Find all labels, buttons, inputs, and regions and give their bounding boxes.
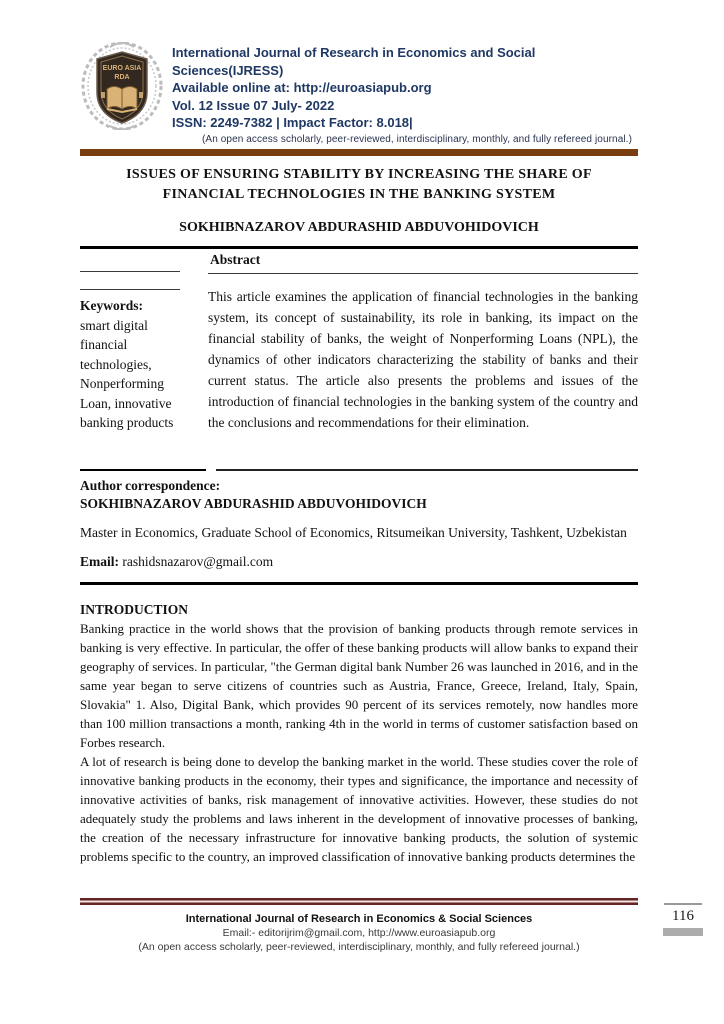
footer-journal-title: International Journal of Research in Economics & Social Sciences	[185, 913, 533, 925]
footer-divider-line	[80, 898, 638, 905]
journal-issn: ISSN: 2249-7382 | Impact Factor: 8.018|	[172, 115, 413, 130]
introduction-section	[80, 600, 638, 866]
page-content	[80, 0, 638, 866]
page-number-block	[662, 903, 704, 936]
journal-header	[80, 42, 638, 147]
abstract-column	[192, 249, 638, 433]
page-number: 116	[672, 908, 694, 924]
journal-title: International Journal of Research in Economics and Social Sciences(IJRESS)	[172, 45, 536, 78]
correspondence-email-row	[80, 553, 638, 571]
paper-title-line1: ISSUES OF ENSURING STABILITY BY INCREASING THE SHARE OF	[126, 166, 592, 182]
journal-volume-issue: Vol. 12 Issue 07 July- 2022	[172, 97, 335, 113]
introduction-paragraph-2: A lot of research is being done to develop the banking market in the world. These studies cover the role of innovative banking products in the economy, their types and significance, the importance and necessity of innovative activities of banks, risk management of innovative activities. However, these studies do not adequately study the problems and laws inherent in the development of innovative processes of banking, the creation of the necessary infrastructure for innovative banking products, the solution of systemic problems specific to the country, an improved classification of innovative banking products determines the	[80, 753, 638, 864]
journal-logo	[80, 42, 164, 147]
page-footer	[80, 898, 638, 953]
footer-contact: Email:- editorijrim@gmail.com, http://www.euroasiapub.org	[222, 927, 496, 939]
email-label: Email:	[80, 553, 119, 569]
footer-open-access-note: (An open access scholarly, peer-reviewed, interdisciplinary, monthly, and fully refereed journal.)	[138, 941, 580, 953]
page-number-bottom-bar	[663, 928, 703, 936]
abstract-section	[80, 246, 638, 433]
keywords-rule-bottom	[80, 289, 180, 290]
journal-open-access-note: (An open access scholarly, peer-reviewed, interdisciplinary, monthly, and fully refereed journal.)	[202, 133, 632, 145]
correspondence-bottom-rule	[80, 582, 638, 585]
introduction-heading: INTRODUCTION	[80, 601, 189, 617]
correspondence-affiliation: Master in Economics, Graduate School of Economics, Ritsumeikan University, Tashkent, Uzbekistan	[80, 524, 627, 540]
keywords-label: Keywords:	[80, 297, 143, 313]
open-book-icon	[107, 87, 122, 110]
journal-header-text	[172, 42, 638, 147]
correspondence-author: SOKHIBNAZAROV ABDURASHID ABDUVOHIDOVICH	[80, 495, 427, 511]
correspondence-top-rule	[80, 469, 638, 471]
euro-asia-crest-icon	[80, 42, 164, 130]
abstract-heading: Abstract	[208, 249, 638, 274]
keywords-column	[80, 249, 192, 433]
journal-url: Available online at: http://euroasiapub.org	[172, 80, 432, 95]
correspondence-label: Author correspondence:	[80, 477, 221, 493]
logo-text-line2: RDA	[114, 74, 130, 81]
keywords-text: smart digital financial technologies, Nonperforming Loan, innovative banking products	[80, 317, 174, 430]
paper-title	[80, 165, 638, 205]
correspondence-section	[80, 469, 638, 585]
abstract-text: This article examines the application of financial technologies in the banking system, its concept of sustainability, its role in banking, its impact on the financial stability of banks, the weight of Nonperforming Loans (NPL), the dynamics of other indicators characterizing the stability of banks and their current status. The article also presents the problems and issues of the introduction of financial technologies in the banking system of the country and the conclusions and recommendations for their elimination.	[208, 288, 638, 430]
paper-author: SOKHIBNAZAROV ABDURASHID ABDUVOHIDOVICH	[179, 219, 539, 235]
email-value: rashidsnazarov@gmail.com	[122, 553, 274, 569]
keywords-rule-top	[80, 271, 180, 272]
introduction-paragraph-1: Banking practice in the world shows that the provision of banking products through remote services in banking is very effective. In particular, the offer of these banking products will allow banks to expand their geography of services. In particular, "the German digital bank Number 26 was launched in 2016, and in the same year began to serve citizens of countries such as Austria, France, Greece, Ireland, Italy, Spain, Slovakia" 1. Also, Digital Bank, which provides 90 percent of its services remotely, now handles more than 100 million transactions a month, ranking 4th in the world in terms of customer satisfaction based on Forbes research.	[80, 620, 638, 750]
header-divider-bar	[80, 149, 638, 156]
paper-title-line2: FINANCIAL TECHNOLOGIES IN THE BANKING SYSTEM	[162, 186, 556, 202]
logo-text-line1: EURO ASIA	[102, 65, 142, 72]
